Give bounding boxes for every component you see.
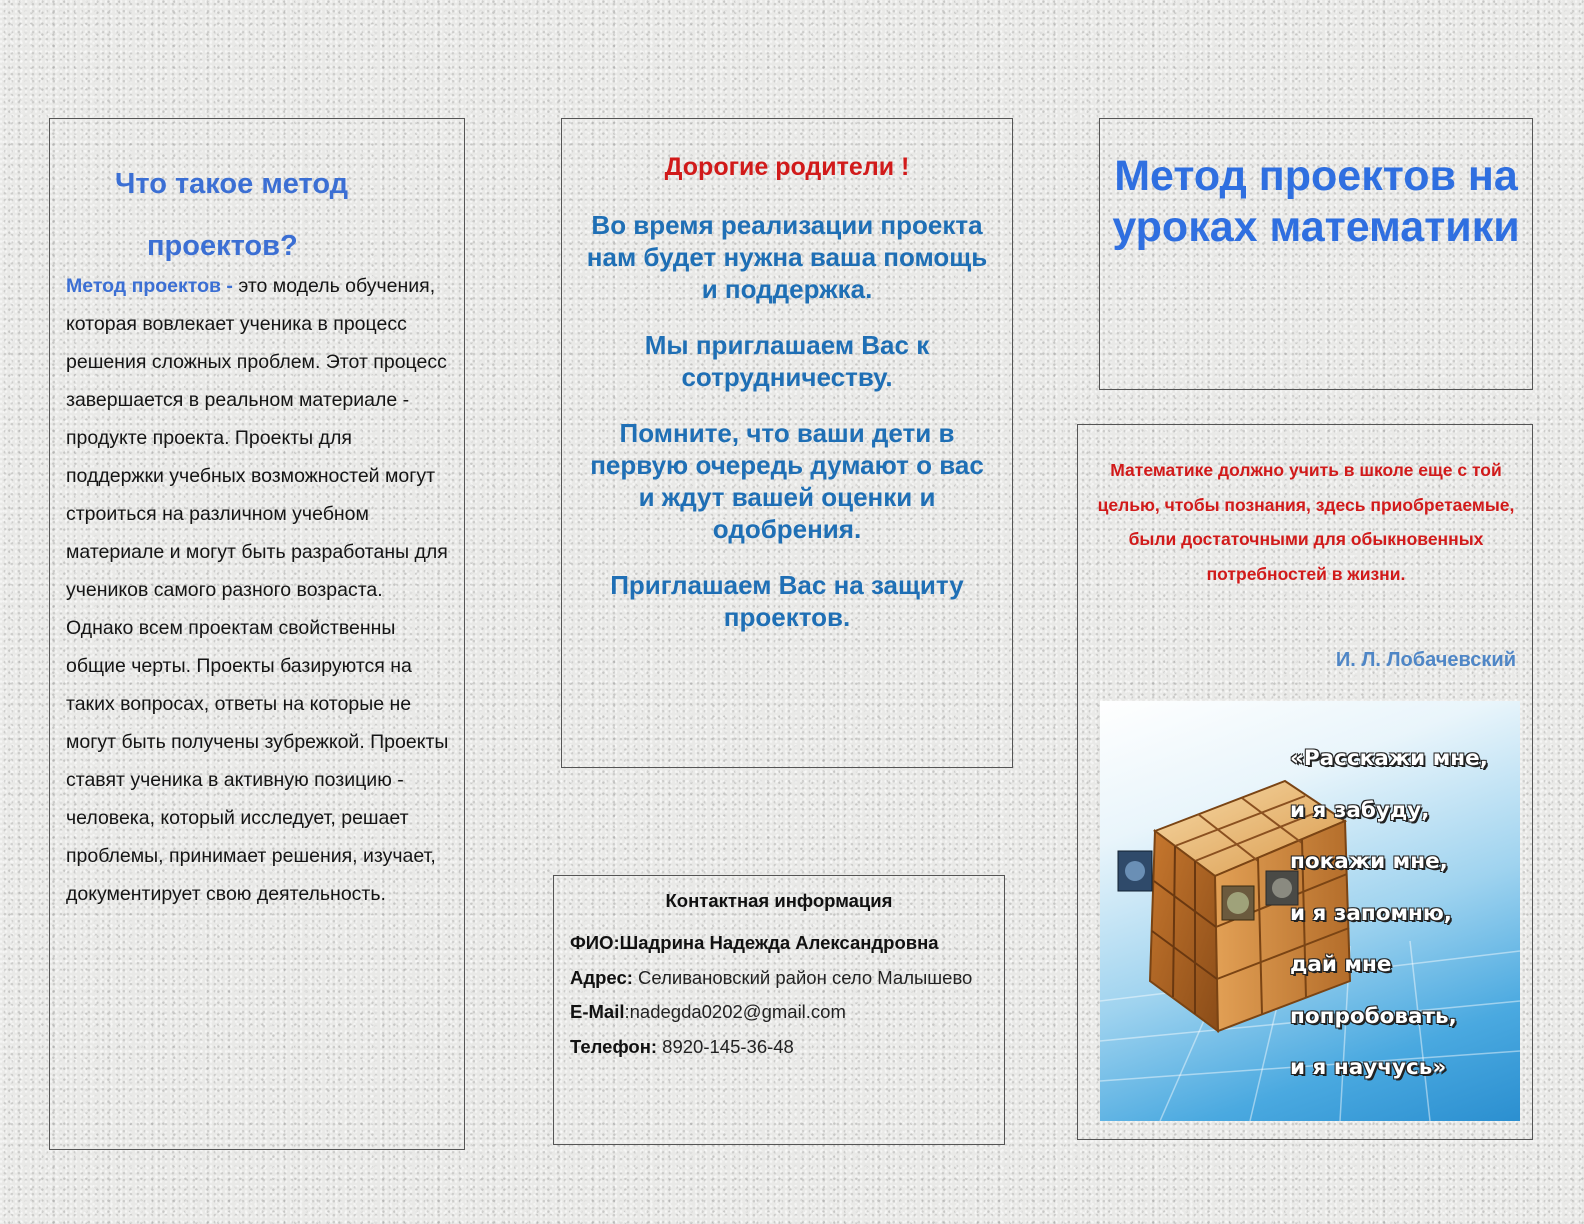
lobachevsky-quote: Математике должно учить в школе еще с той целью, чтобы познания, здесь приобретаемые, были достаточными для обыкновенных потребностей в жизни. xyxy=(1097,460,1515,584)
address-value: Селивановский район село Малышево xyxy=(632,966,973,988)
parents-paragraph-defense: Приглашаем Вас на защиту проектов. xyxy=(610,570,964,632)
parents-paragraph-help: Во время реализации проекта нам будет нужна ваша помощь и поддержка. xyxy=(586,210,988,304)
contact-email-line xyxy=(570,995,990,1030)
name-value: Шадрина Надежда Александровна xyxy=(619,932,939,953)
parents-paragraph-remember: Помните, что ваши дети в первую очередь думают о вас и ждут вашей оценки и одобрения. xyxy=(590,418,984,544)
proverb-line: покажи мне, xyxy=(1290,849,1448,874)
proverb-line: и я забуду, xyxy=(1290,797,1430,823)
heading-line-2: проектов? xyxy=(147,230,298,262)
brochure-title: Метод проектов на уроках математики xyxy=(1112,152,1520,251)
proverb-line: дай мне xyxy=(1290,952,1392,977)
definition-text xyxy=(66,267,452,913)
what-is-project-method-panel xyxy=(49,118,465,1150)
phone-value: 8920-145-36-48 xyxy=(657,1035,794,1057)
contact-name-line xyxy=(570,926,990,961)
parents-message-panel xyxy=(561,118,1013,768)
parents-paragraph-invite: Мы приглашаем Вас к сотрудничеству. xyxy=(644,330,930,392)
quote-panel xyxy=(1077,424,1533,1140)
proverb-line: и я научусь» xyxy=(1290,1055,1447,1080)
definition-body: это модель обучения, которая вовлекает ученика в процесс решения сложных проблем. Этот процесс завершается в реальном материале - продукте проекта. Проекты для поддержки учебных возможностей могут строиться на различном учебном материале и могут быть разработаны для учеников самого разного возраста. Однако всем проектам свойственны общие черты. Проекты базируются на таких вопросах, ответы на которые не могут быть получены зубрежкой. Проекты ставят ученика в активную позицию - человека, который исследует, решает проблемы, принимает решения, изучает, документирует свою деятельность. xyxy=(66,275,449,905)
proverb-line: «Расскажи мне, xyxy=(1290,746,1488,771)
name-label: ФИО: xyxy=(570,932,620,953)
email-label: E-Mail xyxy=(570,1001,625,1022)
parents-greeting: Дорогие родители ! xyxy=(664,153,910,181)
contact-title: Контактная информация xyxy=(665,890,893,911)
contact-phone-line xyxy=(570,1030,990,1065)
heading-line-1: Что такое метод xyxy=(115,168,349,200)
section-heading xyxy=(115,153,348,277)
quote-author: И. Л. Лобачевский xyxy=(1335,649,1516,671)
proverb-line: и я запомню, xyxy=(1290,900,1452,926)
definition-term: Метод проектов - xyxy=(66,275,239,297)
proverb-line: попробовать, xyxy=(1290,1003,1457,1029)
proverb-text xyxy=(1290,733,1518,1094)
contact-info-panel xyxy=(553,875,1005,1145)
phone-label: Телефон: xyxy=(570,1035,658,1057)
email-value: :nadegda0202@gmail.com xyxy=(624,1001,846,1022)
contact-address-line xyxy=(570,961,990,996)
brochure-title-panel xyxy=(1099,118,1533,390)
cube-illustration xyxy=(1100,701,1520,1121)
address-label: Адрес: xyxy=(570,966,633,988)
